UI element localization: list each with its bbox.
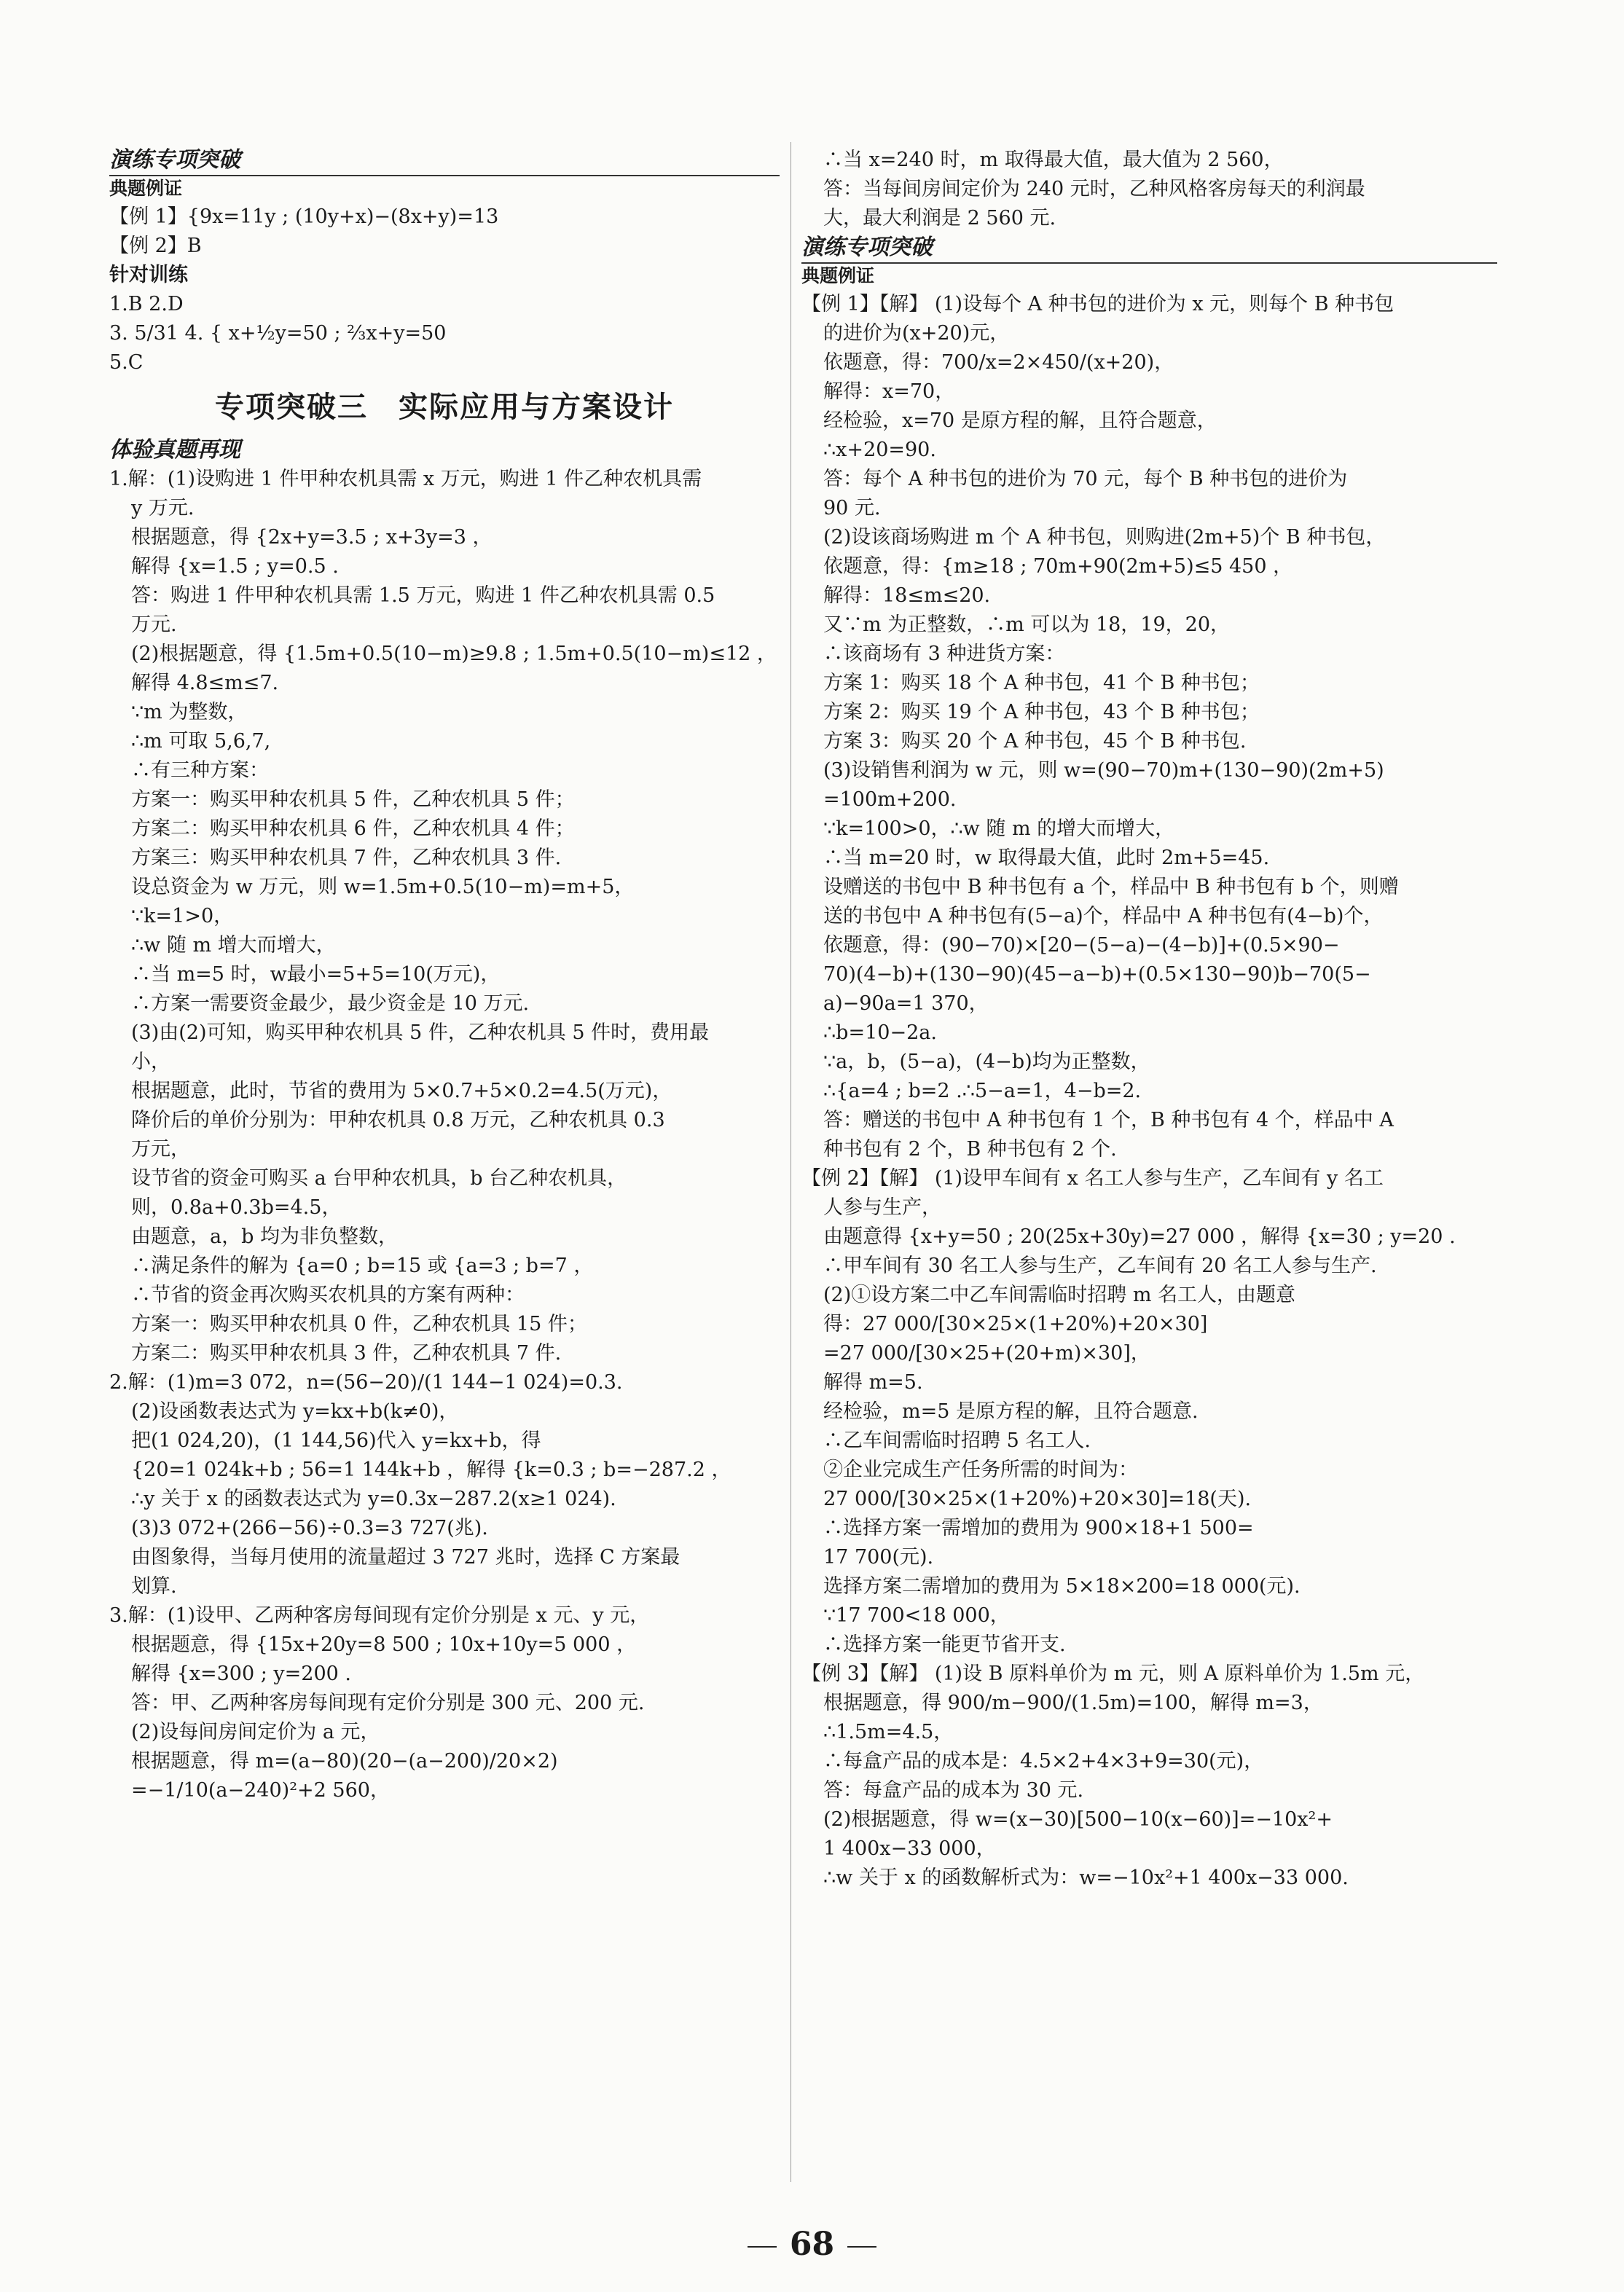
left-line: ∴m 可取 5,6,7, <box>131 730 271 753</box>
right-line: 人参与生产， <box>823 1196 941 1219</box>
right-line: =27 000/[30×25+(20+m)×30]， <box>823 1342 1150 1365</box>
right-line: 设赠送的书包中 B 种书包有 a 个，样品中 B 种书包有 b 个，则赠 <box>823 876 1399 898</box>
right-line: ∴选择方案一需增加的费用为 900×18+1 500= <box>823 1517 1254 1539</box>
right-line: 解得 m=5. <box>823 1371 923 1394</box>
right-line: ∴x+20=90. <box>823 439 936 461</box>
right-line: 又∵m 为正整数，∴m 可以为 18，19，20， <box>823 613 1231 636</box>
right-line: ∴乙车间需临时招聘 5 名工人. <box>823 1429 1091 1452</box>
right-line: (2)①设方案二中乙车间需临时招聘 m 名工人，由题意 <box>823 1284 1296 1306</box>
right-line: 选择方案二需增加的费用为 5×18×200=18 000(元). <box>823 1575 1301 1598</box>
right-line: ∴1.5m=4.5， <box>823 1721 954 1743</box>
left-line: ∴满足条件的解为 {a=0 ; b=15 或 {a=3 ; b=7 ， <box>131 1255 594 1277</box>
left-line: (2)设函数表达式为 y=kx+b(k≠0)， <box>131 1400 459 1423</box>
left-line: 答：甲、乙两种客房每间现有定价分别是 300 元、200 元. <box>131 1692 645 1714</box>
right-line: ∴当 x=240 时，m 取得最大值，最大值为 2 560， <box>823 149 1284 171</box>
right-line: 答：赠送的书包中 A 种书包有 1 个，B 种书包有 4 个，样品中 A <box>823 1109 1394 1131</box>
right-line: =100m+200. <box>823 788 957 811</box>
left-line: 方案二：购买甲种农机具 6 件，乙种农机具 4 件； <box>131 817 575 840</box>
left-line: 根据题意，得 {15x+20y=8 500 ; 10x+10y=5 000 ， <box>131 1633 637 1656</box>
right-line: 依题意，得：700/x=2×450/(x+20)， <box>823 351 1174 374</box>
right-line: ∴甲车间有 30 名工人参与生产，乙车间有 20 名工人参与生产. <box>823 1255 1377 1277</box>
left-line: ∵k=1>0， <box>131 905 234 927</box>
right-line: 典题例证 <box>801 262 1497 289</box>
left-line: 体验真题再现 <box>109 437 240 463</box>
left-line: 专项突破三 实际应用与方案设计 <box>215 390 674 424</box>
right-line: 方案 2：购买 19 个 A 种书包，43 个 B 种书包； <box>823 701 1260 723</box>
left-line: 1.B 2.D <box>109 293 184 315</box>
right-line: 1 400x−33 000， <box>823 1837 996 1860</box>
right-line: ∵a，b，(5−a)，(4−b)均为正整数， <box>823 1051 1150 1073</box>
left-line: 万元， <box>131 1138 190 1161</box>
right-line: 由题意得 {x+y=50 ; 20(25x+30y)=27 000 ，解得 {x=30 ; y=20 . <box>823 1225 1456 1248</box>
right-line: 解得：18≤m≤20. <box>823 584 991 607</box>
right-line: 27 000/[30×25×(1+20%)+20×30]=18(天). <box>823 1488 1252 1510</box>
right-line: 答：当每间房间定价为 240 元时，乙种风格客房每天的利润最 <box>823 178 1365 200</box>
right-line: 大，最大利润是 2 560 元. <box>823 207 1056 229</box>
right-line: 依题意，得：{m≥18 ; 70m+90(2m+5)≤5 450 ， <box>823 555 1293 578</box>
right-line: ∴选择方案一能更节省开支. <box>823 1633 1066 1656</box>
right-line: 依题意，得：(90−70)×[20−(5−a)−(4−b)]+(0.5×90− <box>823 934 1340 957</box>
left-line: 方案二：购买甲种农机具 3 件，乙种农机具 7 件. <box>131 1342 562 1365</box>
left-line: 小， <box>131 1051 170 1073</box>
right-line: (2)根据题意，得 w=(x−30)[500−10(x−60)]=−10x²+ <box>823 1808 1333 1831</box>
left-line: ∴w 随 m 增大而增大， <box>131 934 336 957</box>
left-line: ∴有三种方案： <box>131 759 269 782</box>
left-line: (2)根据题意，得 {1.5m+0.5(10−m)≥9.8 ; 1.5m+0.5(10−m)≤12 ， <box>131 643 777 665</box>
left-line: 由题意，a，b 均为非负整数， <box>131 1225 398 1248</box>
right-line: 解得：x=70， <box>823 380 955 403</box>
right-line: 种书包有 2 个，B 种书包有 2 个. <box>823 1138 1117 1161</box>
left-line: (3)由(2)可知，购买甲种农机具 5 件，乙种农机具 5 件时，费用最 <box>131 1021 710 1044</box>
left-line: 解得 {x=1.5 ; y=0.5 . <box>131 555 339 578</box>
left-line: ∵m 为整数， <box>131 701 248 723</box>
right-line: 17 700(元). <box>823 1546 934 1569</box>
left-line: 典题例证 <box>109 175 780 201</box>
right-line: ∴b=10−2a. <box>823 1021 937 1044</box>
right-line: 送的书包中 A 种书包有(5−a)个，样品中 A 种书包有(4−b)个， <box>823 905 1384 927</box>
right-line: 答：每盒产品的成本为 30 元. <box>823 1779 1084 1802</box>
left-line: y 万元. <box>131 497 195 519</box>
right-line: ∵17 700<18 000， <box>823 1604 1010 1627</box>
right-line: 方案 3：购买 20 个 A 种书包，45 个 B 种书包. <box>823 730 1247 753</box>
right-line: ∴每盒产品的成本是：4.5×2+4×3+9=30(元)， <box>823 1750 1264 1773</box>
left-line: ∴当 m=5 时，w最小=5+5=10(万元)， <box>131 963 501 986</box>
left-line: 针对训练 <box>109 264 188 286</box>
left-line: 方案一：购买甲种农机具 0 件，乙种农机具 15 件； <box>131 1313 587 1335</box>
right-line: 得：27 000/[30×25×(1+20%)+20×30] <box>823 1313 1208 1335</box>
left-line: 设节省的资金可购买 a 台甲种农机具，b 台乙种农机具， <box>131 1167 627 1190</box>
left-line: 解得 4.8≤m≤7. <box>131 672 279 694</box>
right-column <box>801 146 1497 1893</box>
right-line: 经检验，x=70 是原方程的解，且符合题意， <box>823 409 1217 432</box>
left-line: {20=1 024k+b ; 56=1 144k+b ，解得 {k=0.3 ; b=−287.2 ， <box>131 1459 731 1481</box>
right-line: 演练专项突破 <box>801 235 933 260</box>
left-line: ∴节省的资金再次购买农机具的方案有两种： <box>131 1284 525 1306</box>
left-line: 5.C <box>109 351 144 374</box>
left-line: 【例 1】{9x=11y ; (10y+x)−(8x+y)=13 <box>109 205 499 228</box>
left-line: 把(1 024,20)，(1 144,56)代入 y=kx+b，得 <box>131 1429 541 1452</box>
right-line: ∴当 m=20 时，w 取得最大值，此时 2m+5=45. <box>823 847 1270 869</box>
left-line: 根据题意，得 {2x+y=3.5 ; x+3y=3 ， <box>131 526 493 549</box>
left-line: 万元. <box>131 613 177 636</box>
left-line: 演练专项突破 <box>109 147 240 173</box>
left-line: 【例 2】B <box>109 235 202 257</box>
right-line: 【例 2】【解】 (1)设甲车间有 x 名工人参与生产，乙车间有 y 名工 <box>801 1167 1384 1190</box>
left-line: 答：购进 1 件甲种农机具需 1.5 万元，购进 1 件乙种农机具需 0.5 <box>131 584 715 607</box>
page-footer <box>0 2226 1624 2263</box>
right-line: 经检验，m=5 是原方程的解，且符合题意. <box>823 1400 1199 1423</box>
left-line: (3)3 072+(266−56)÷0.3=3 727(兆). <box>131 1517 488 1539</box>
right-line: 【例 3】【解】 (1)设 B 原料单价为 m 元，则 A 原料单价为 1.5m 元， <box>801 1663 1425 1685</box>
page-number: 68 <box>789 2226 835 2263</box>
right-line: ∵k=100>0，∴w 随 m 的增大而增大， <box>823 817 1175 840</box>
left-line: 划算. <box>131 1575 177 1598</box>
right-line: 90 元. <box>823 497 881 519</box>
left-line: 设总资金为 w 万元，则 w=1.5m+0.5(10−m)=m+5， <box>131 876 635 898</box>
left-line: 降价后的单价分别为：甲种农机具 0.8 万元，乙种农机具 0.3 <box>131 1109 665 1131</box>
left-line: 3. 5/31 4. { x+½y=50 ; ⅔x+y=50 <box>109 322 447 345</box>
right-line: a)−90a=1 370， <box>823 992 989 1015</box>
left-line: 方案一：购买甲种农机具 5 件，乙种农机具 5 件； <box>131 788 575 811</box>
right-line: 【例 1】【解】 (1)设每个 A 种书包的进价为 x 元，则每个 B 种书包 <box>801 293 1394 315</box>
right-line: ∴w 关于 x 的函数解析式为：w=−10x²+1 400x−33 000. <box>823 1867 1349 1889</box>
right-line: 的进价为(x+20)元， <box>823 322 1010 345</box>
left-line: =−1/10(a−240)²+2 560， <box>131 1779 390 1802</box>
left-line: 3.解：(1)设甲、乙两种客房每间现有定价分别是 x 元、y 元， <box>109 1604 650 1627</box>
left-line: 则，0.8a+0.3b=4.5， <box>131 1196 342 1219</box>
left-line: 由图象得，当每月使用的流量超过 3 727 兆时，选择 C 方案最 <box>131 1546 680 1569</box>
left-line: 根据题意，此时，节省的费用为 5×0.7+5×0.2=4.5(万元)， <box>131 1080 672 1102</box>
right-line: 70)(4−b)+(130−90)(45−a−b)+(0.5×130−90)b−70(5− <box>823 963 1371 986</box>
left-line: 1.解：(1)设购进 1 件甲种农机具需 x 万元，购进 1 件乙种农机具需 <box>109 468 702 490</box>
left-line: 根据题意，得 m=(a−80)(20−(a−200)/20×2) <box>131 1750 558 1773</box>
left-line: 2.解：(1)m=3 072，n=(56−20)/(1 144−1 024)=0.3. <box>109 1371 623 1394</box>
left-line: 解得 {x=300 ; y=200 . <box>131 1663 351 1685</box>
right-line: ∴该商场有 3 种进货方案： <box>823 643 1065 665</box>
right-line: (3)设销售利润为 w 元，则 w=(90−70)m+(130−90)(2m+5) <box>823 759 1384 782</box>
left-column <box>109 146 780 1805</box>
right-line: 答：每个 A 种书包的进价为 70 元，每个 B 种书包的进价为 <box>823 468 1348 490</box>
right-line: 方案 1：购买 18 个 A 种书包，41 个 B 种书包； <box>823 672 1260 694</box>
left-line: 方案三：购买甲种农机具 7 件，乙种农机具 3 件. <box>131 847 562 869</box>
left-line: ∴方案一需要资金最少，最少资金是 10 万元. <box>131 992 530 1015</box>
right-line: (2)设该商场购进 m 个 A 种书包，则购进(2m+5)个 B 种书包， <box>823 526 1386 549</box>
right-line: ∴{a=4 ; b=2 .∴5−a=1，4−b=2. <box>823 1080 1142 1102</box>
right-line: 根据题意，得 900/m−900/(1.5m)=100，解得 m=3， <box>823 1692 1323 1714</box>
right-line: ②企业完成生产任务所需的时间为： <box>823 1459 1138 1481</box>
left-line: (2)设每间房间定价为 a 元， <box>131 1721 380 1743</box>
left-line: ∴y 关于 x 的函数表达式为 y=0.3x−287.2(x≥1 024). <box>131 1488 616 1510</box>
